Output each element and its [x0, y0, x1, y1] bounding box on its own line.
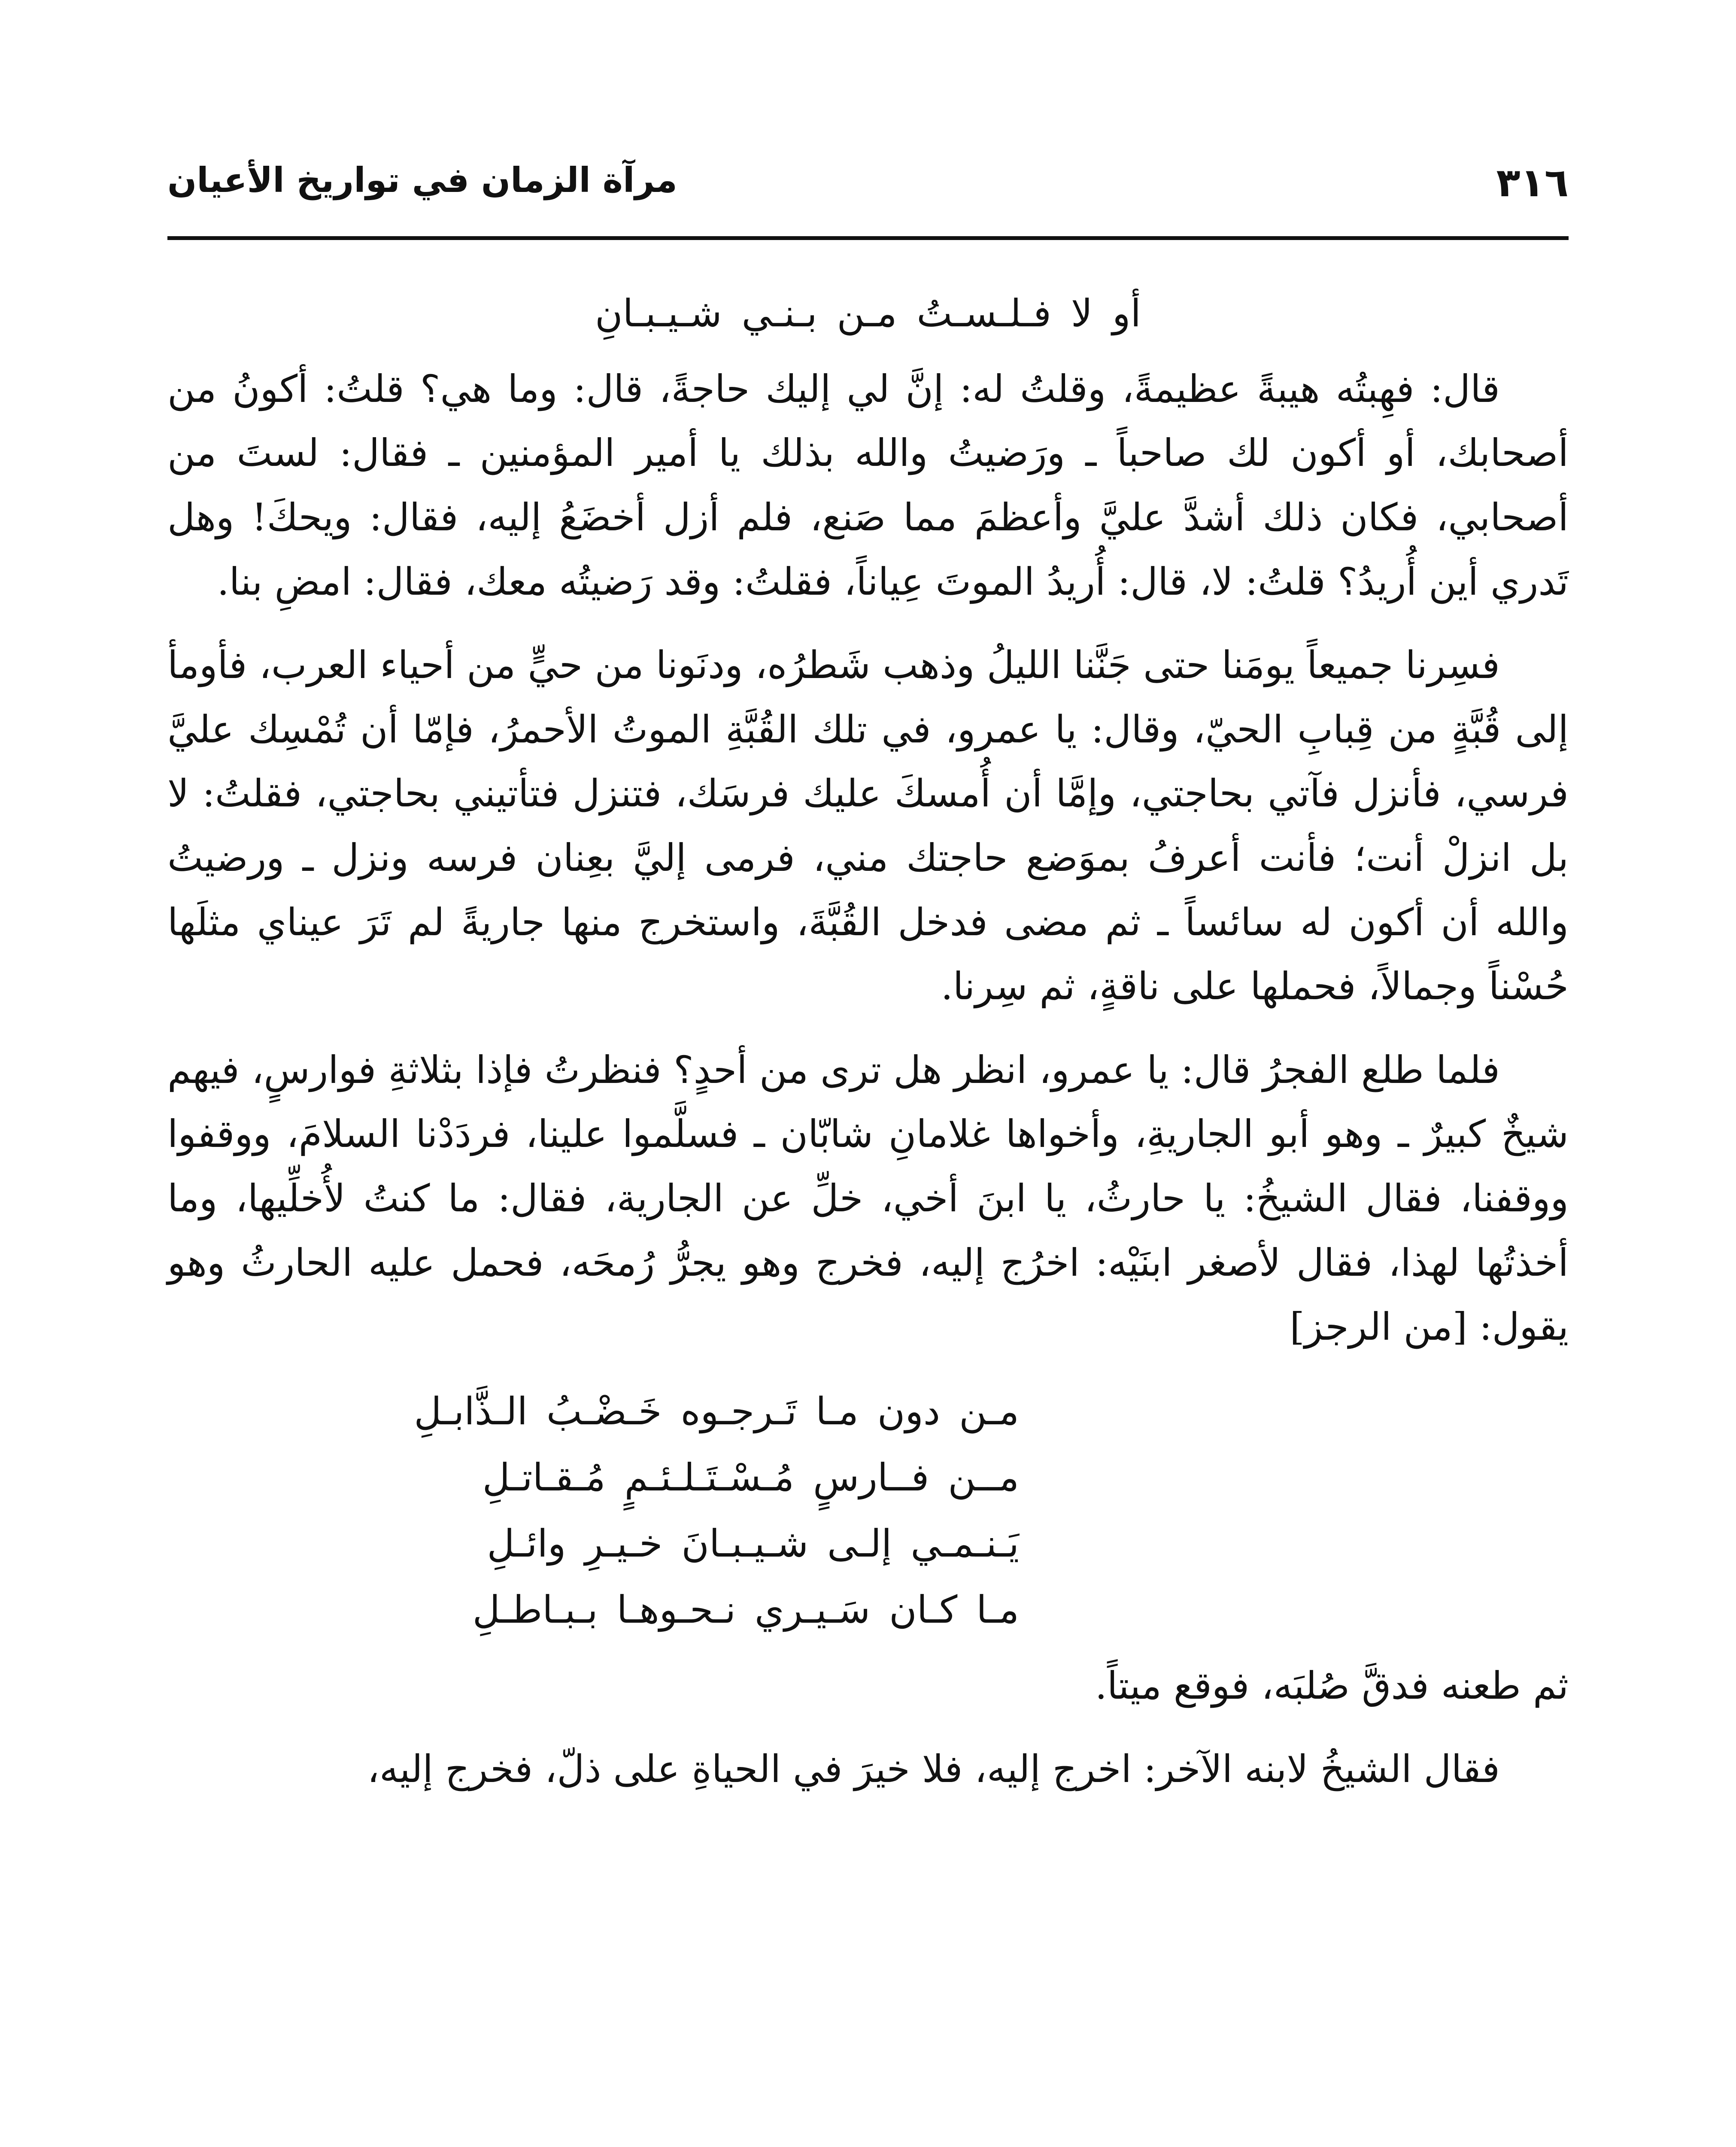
- paragraph-1: قال: فهِبتُه هيبةً عظيمةً، وقلتُ له: إنَّ لي إليك حاجةً، قال: وما هي؟ قلتُ: أكونُ من أصحابك، أو أكون لك صاحباً ـ ورَضيتُ والله بذلك يا أمير المؤمنين ـ فقال: لستَ من أصحابي، فكان ذلك أشدَّ عليَّ وأعظمَ مما صَنع، فلم أزل أخضَعُ إليه، فقال: ويحكَ! وهل تَدري أين أُريدُ؟ قلتُ: لا، قال: أُريدُ الموتَ عِياناً، فقلتُ: وقد رَضيتُه معك، فقال: امضِ بنا.: [167, 366, 1569, 604]
- after-poem-line: ثم طعنه فدقَّ صُلبَه، فوقع ميتاً.: [1095, 1663, 1569, 1708]
- header-rule: [167, 236, 1569, 240]
- paragraph-3: فلما طلع الفجرُ قال: يا عمرو، انظر هل ترى من أحدٍ؟ فنظرتُ فإذا بثلاثةِ فوارسٍ، فيهم شيخٌ كبيرٌ ـ وهو أبو الجاريةِ، وأخواها غلامانِ شابّان ـ فسلَّموا علينا، فردَدْنا السلامَ، ووقفوا ووقفنا، فقال الشيخُ: يا حارثُ، يا ابنَ أخي، خلِّ عن الجارية، فقال: ما كنتُ لأُخلِّيها، وما أخذتُها لهذا، فقال لأصغر ابنَيْه: اخرُج إليه، فخرج وهو يجرُّ رُمحَه، فحمل عليه الحارثُ وهو يقول: [من الرجز]: [167, 1047, 1569, 1349]
- opening-verse: أو لا فـلـسـتُ مـن بـنـي شـيـبـانِ: [595, 291, 1141, 335]
- poem-block: [167, 1378, 1569, 1643]
- page-body: [167, 283, 1569, 1821]
- poem-line-2: مــن فــارسٍ مُـسْـتَـلـئـمٍ مُـقـاتـلِ: [482, 1455, 1019, 1499]
- paragraph-2: فسِرنا جميعاً يومَنا حتى جَنَّنا الليلُ وذهب شَطرُه، ودنَونا من حيٍّ من أحياء العرب، فأومأ إلى قُبَّةٍ من قِبابِ الحيّ، وقال: يا عمرو، في تلك القُبَّةِ الموتُ الأحمرُ، فإمّا أن تُمْسِك عليَّ فرسي، فأنزل فآتي بحاجتي، وإمَّا أن أُمسكَ عليك فرسَك، فتنزل فتأتيني بحاجتي، فقلتُ: لا بل انزلْ أنت؛ فأنت أعرفُ بموَضع حاجتك مني، فرمى إليَّ بعِنان فرسه ونزل ـ ورضيتُ والله أن أكون له سائساً ـ ثم مضى فدخل القُبَّةَ، واستخرج منها جاريةً لم تَرَ عيناي مثلَها حُسْناً وجمالاً، فحملها على ناقةٍ، ثم سِرنا.: [167, 643, 1569, 1009]
- running-book-title: مرآة الزمان في تواريخ الأعيان: [167, 160, 677, 200]
- page-number: ٣١٦: [1496, 160, 1569, 206]
- poem-line-1: مـن دون مـا تَـرجـوه خَـضْـبُ الـذَّابـلِ: [414, 1389, 1019, 1433]
- poem-line-3: يَـنـمـي إلـى شـيـبـانَ خـيـرِ وائـلِ: [487, 1521, 1019, 1566]
- paragraph-last: فقال الشيخُ لابنه الآخر: اخرج إليه، فلا خيرَ في الحياةِ على ذلّ، فخرج إليه،: [367, 1747, 1500, 1791]
- page-header: [167, 150, 1569, 206]
- poem-line-4: مـا كـان سَـيـري نـحـوهـا بـبـاطـلِ: [472, 1587, 1019, 1632]
